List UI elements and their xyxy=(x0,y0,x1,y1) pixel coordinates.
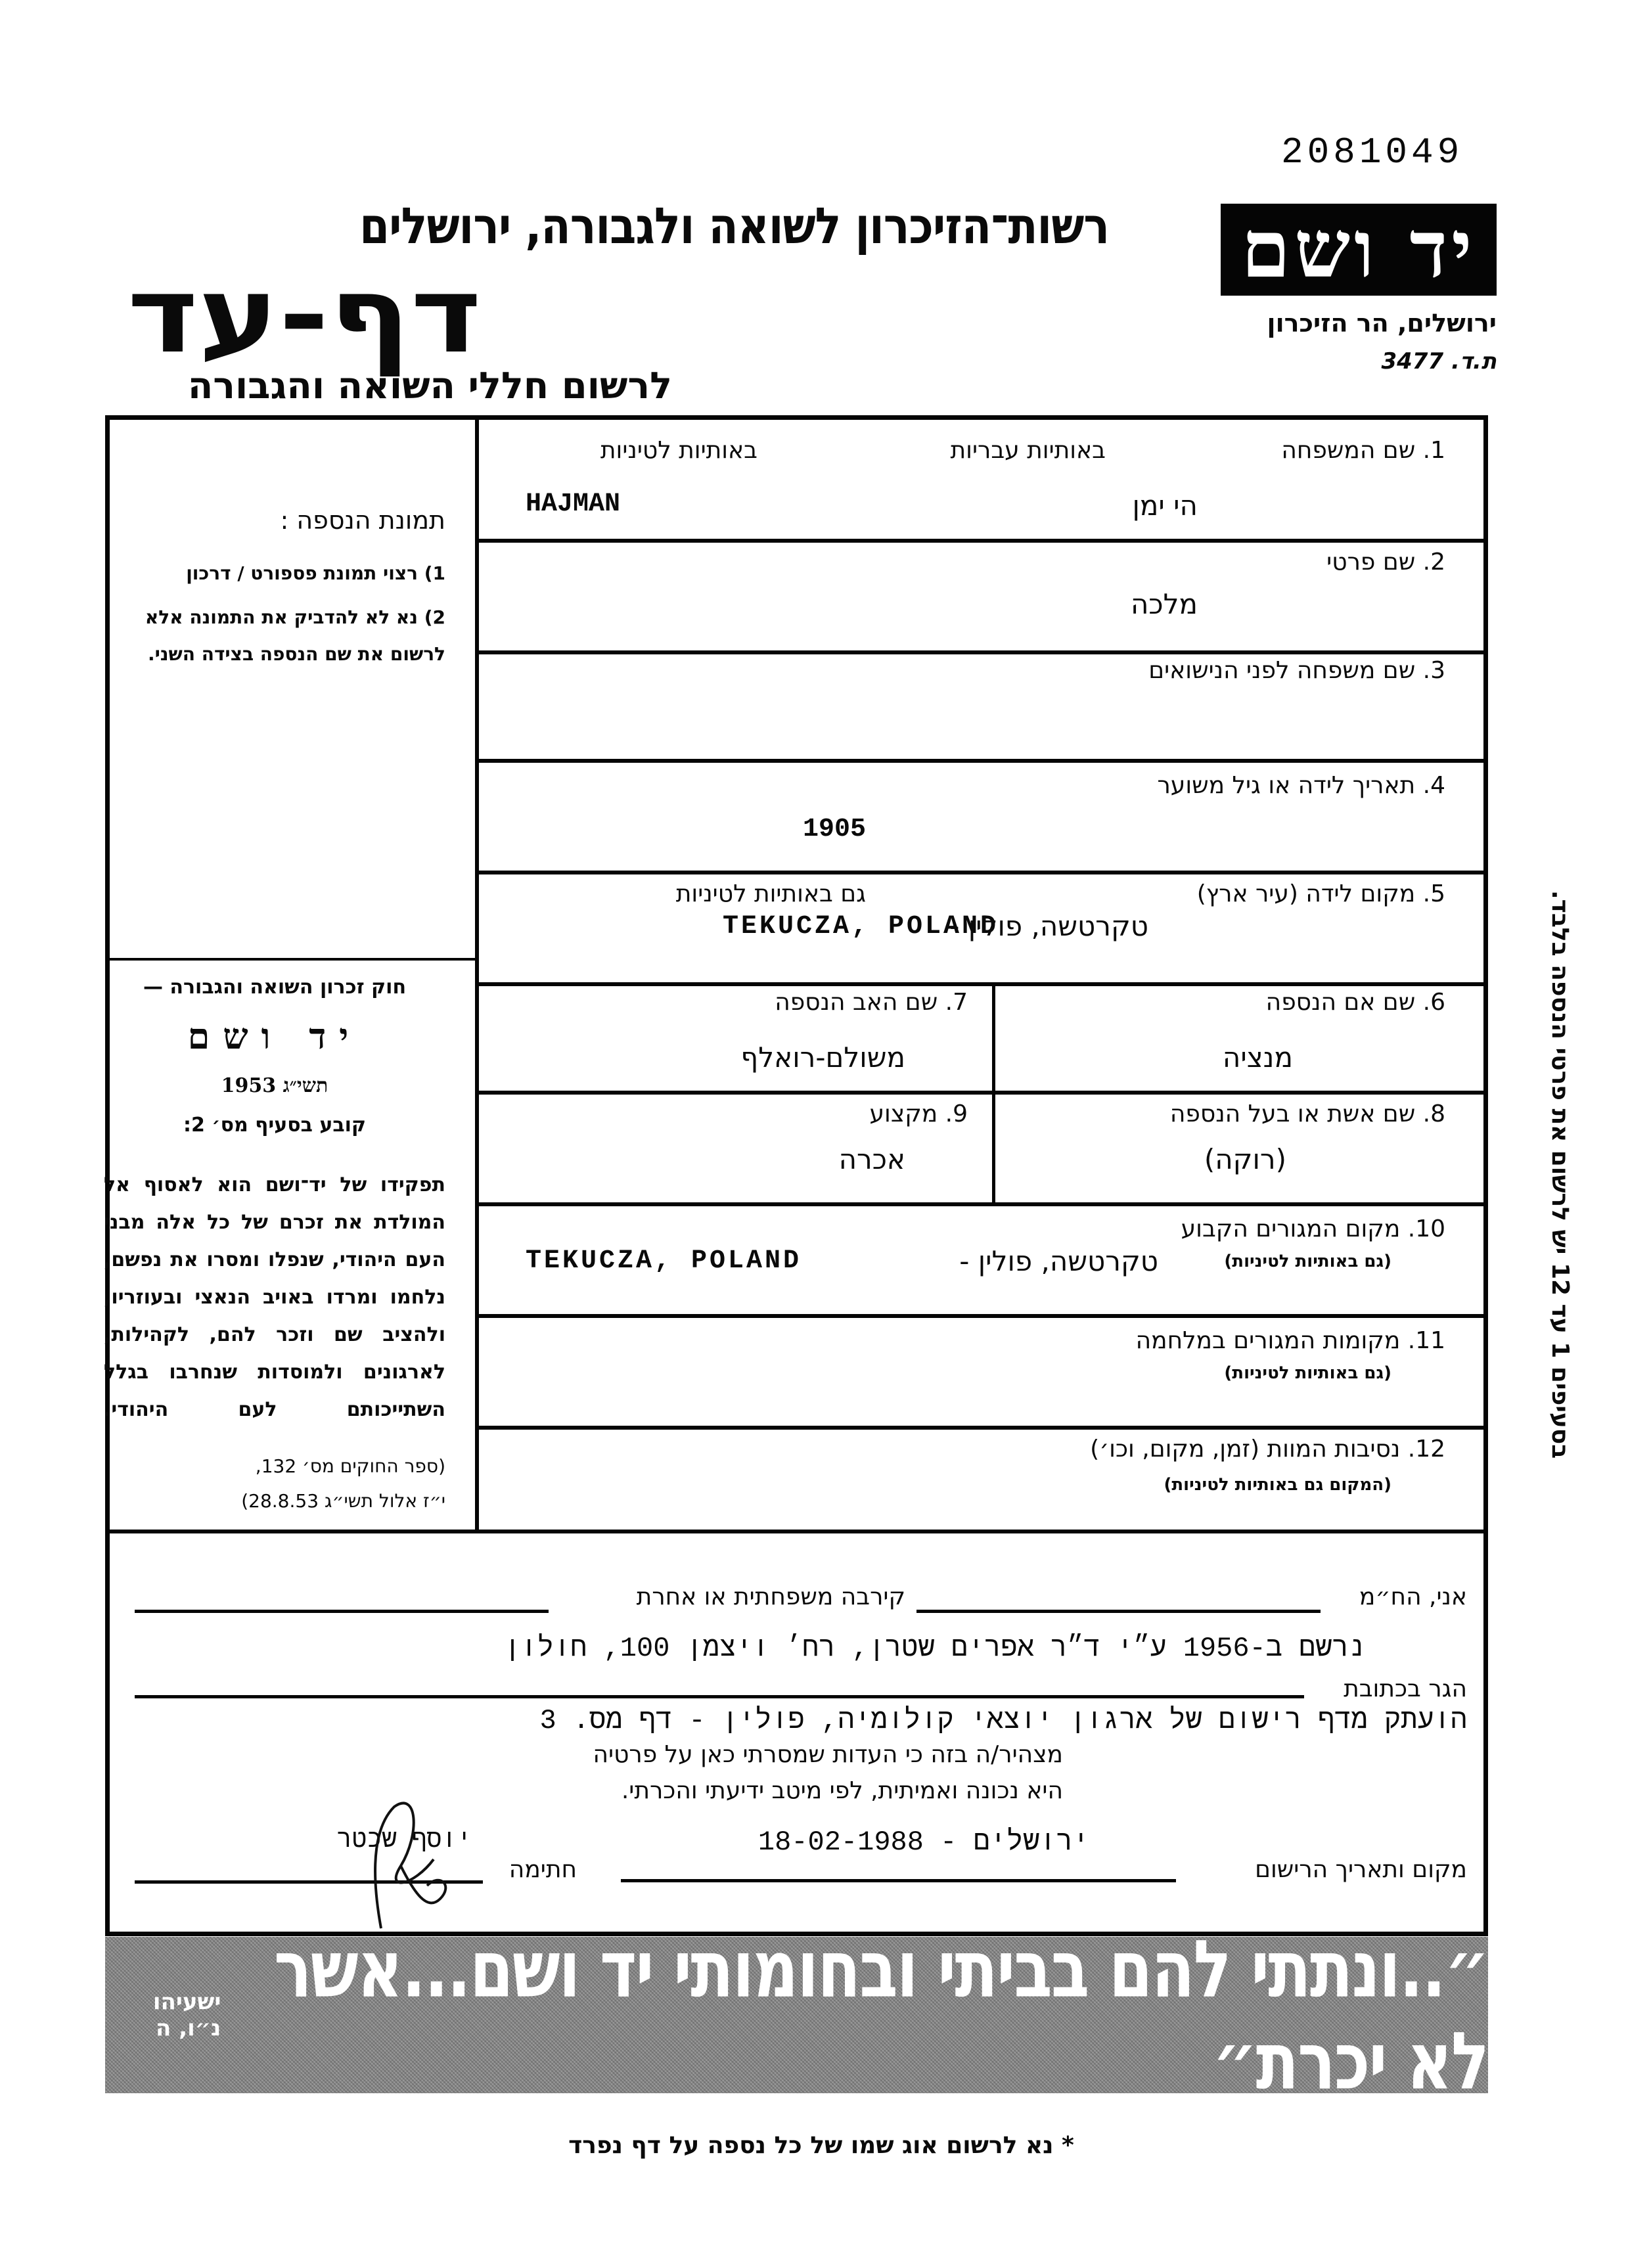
field-1-value-latin[interactable]: HAJMAN xyxy=(526,489,621,519)
left-column-divider xyxy=(475,415,479,1532)
field-6-value[interactable]: מנציה xyxy=(1222,1041,1293,1074)
field-12-label: 12. נסיבות המוות (זמן, מקום, וכו׳) xyxy=(1090,1436,1445,1463)
side-note: בסעיפים 1 עד 12 יש לרשום את פרטי הנספה בלבד. xyxy=(1547,890,1573,1459)
place-date-label: מקום ותאריך הרישום xyxy=(1255,1856,1467,1883)
field-2-label: 2. שם פרטי xyxy=(1326,549,1445,576)
field-10-value-latin[interactable]: TEKUCZA, POLAND xyxy=(526,1246,802,1276)
field-5-value-hebrew[interactable]: טקרטשה, פולין - xyxy=(949,910,1148,942)
signer-name: יוסף שכטר xyxy=(336,1826,472,1855)
footnote: * נא לרשום אוג שמו של כל נספה על דף נפרד xyxy=(568,2132,1074,2159)
statement-line-1: מצהיר/ה בזה כי העדות שמסרתי כאן על פרטיה xyxy=(593,1741,1063,1768)
field-1-value-hebrew[interactable]: הי ימן xyxy=(1132,489,1198,522)
signature-label: חתימה xyxy=(509,1856,577,1883)
logo-text: יד ושם xyxy=(1241,203,1476,296)
law-name xyxy=(104,1015,445,1057)
law-heading: חוק זכרון השואה והגבורה — xyxy=(143,976,407,999)
typed-line-2[interactable]: הועתק מדף רישום של ארגון יוצאי קולומיה, פולין - דף מס. 3 xyxy=(539,1705,1467,1736)
field-1-label: 1. שם המשפחה xyxy=(1281,437,1445,464)
field-2-value[interactable]: מלכה xyxy=(1130,588,1198,620)
field-1-col-hebrew: באותיות עבריות xyxy=(950,437,1106,464)
law-paragraph: תפקידו של יד־ושם הוא לאסוף אל המולדת את זכרם של כל אלה מבני העם היהודי, שנפלו ומסרו את נפשם, נלחמו ומרדו באויב הנאצי ובעוזריו, ולהציב שם וזכר להם, לקהילות, לארגונים ולמוסדות שנחרבו בגלל השתייכותם לעם היהודי. xyxy=(104,1173,445,1421)
divider-6 xyxy=(475,1091,1488,1095)
divider-7 xyxy=(475,1202,1488,1206)
divider-6-7 xyxy=(992,982,995,1094)
field-11-note: (גם באותיות לטיניות) xyxy=(1224,1363,1391,1383)
divider-2 xyxy=(475,650,1488,654)
field-1-col-latin: באותיות לטיניות xyxy=(600,437,757,464)
field-12-note: (המקום גם באותיות לטיניות) xyxy=(1164,1475,1391,1495)
field-10-note: (גם באותיות לטיניות) xyxy=(1224,1252,1391,1271)
law-citation-1: (ספר החוקים מס׳ 132, xyxy=(255,1455,445,1477)
field-4-label: 4. תאריך לידה או גיל משוער xyxy=(1157,772,1445,799)
left-panel-divider xyxy=(105,958,478,961)
field-8-value[interactable]: (רוקה) xyxy=(1204,1143,1286,1175)
divider-1 xyxy=(475,539,1488,543)
field-10-label: 10. מקום המגורים הקבוע xyxy=(1181,1215,1445,1242)
field-7-label: 7. שם האב הנספה xyxy=(775,989,968,1016)
field-7-value[interactable]: משולם-רואלף xyxy=(740,1041,905,1074)
divider-5 xyxy=(475,982,1488,986)
law-name-text: יד ושם xyxy=(187,1015,362,1057)
logo-pobox: ת.ד. 3477 xyxy=(1381,348,1497,374)
banner-quote: ״..ונתתי להם בביתי ובחומותי יד ושם...אשר לא יכרת״ xyxy=(273,1923,1488,2107)
address-label: הגר בכתובת xyxy=(1344,1675,1467,1702)
table-bottom-line xyxy=(105,1530,1488,1533)
declaration-i-label: אני, הח״מ xyxy=(1359,1583,1467,1610)
field-11-label: 11. מקומות המגורים במלחמה xyxy=(1135,1327,1445,1354)
divider-8-9 xyxy=(992,1091,995,1202)
address-underline[interactable] xyxy=(135,1695,1304,1698)
field-11-value[interactable] xyxy=(840,1380,1102,1413)
divider-8 xyxy=(475,1314,1488,1318)
page-title: דף-עד xyxy=(127,254,482,376)
quote-banner xyxy=(105,1923,1488,2107)
field-8-label: 8. שם אשת או בעל הנספה xyxy=(1169,1100,1445,1127)
photo-note-1: 1) רצוי תמונת פספורט / דרכון xyxy=(186,562,445,584)
photo-panel-title: תמונת הנספה : xyxy=(280,506,445,535)
field-5-note: גם באותיות לטיניות xyxy=(675,880,866,907)
form-number: 2081049 xyxy=(1281,131,1464,173)
field-3-value[interactable] xyxy=(935,703,1198,736)
field-10-value-hebrew[interactable]: טקרטשה, פולין - xyxy=(959,1245,1158,1277)
divider-4 xyxy=(475,871,1488,874)
divider-9 xyxy=(475,1426,1488,1430)
divider-3 xyxy=(475,759,1488,763)
banner-attribution: ישעיהו נ״ו, ה xyxy=(152,1989,221,2041)
yad-vashem-logo xyxy=(1221,204,1497,296)
photo-note-2: 2) נא לא להדביק את התמונה אלא לרשום את שם הנספה בצידה השני. xyxy=(145,606,445,665)
field-9-value[interactable]: אכרה xyxy=(838,1143,905,1175)
name-underline[interactable] xyxy=(916,1610,1321,1613)
field-3-label: 3. שם משפחה לפני הנישואים xyxy=(1148,657,1445,684)
place-date-value[interactable]: ירושלים - 18-02-1988 xyxy=(757,1826,1089,1858)
place-date-underline[interactable] xyxy=(621,1879,1176,1882)
law-section: קובע בסעיף מס׳ 2: xyxy=(183,1114,367,1137)
law-year: תשי״ג 1953 xyxy=(221,1074,328,1097)
authority-name: רשות־הזיכרון לשואה ולגבורה, ירושלים xyxy=(359,197,1109,256)
signature-icon xyxy=(355,1794,466,1932)
relation-underline[interactable] xyxy=(135,1610,549,1613)
field-12-value[interactable] xyxy=(774,1491,1037,1518)
field-6-label: 6. שם אם הנספה xyxy=(1265,989,1445,1016)
statement-line-2: היא נכונה ואמיתית, לפי מיטב ידיעתי והכרתי. xyxy=(621,1777,1063,1804)
field-9-label: 9. מקצוע xyxy=(869,1100,968,1127)
field-5-label: 5. מקום לידה (עיר ארץ) xyxy=(1196,880,1445,907)
relation-label: קירבה משפחתית או אחרת xyxy=(636,1583,905,1610)
typed-line-1[interactable]: נרשם ב-1956 ע״י ד״ר אפרים שטרן, רח׳ ויצמן 100, חולון xyxy=(504,1633,1365,1664)
law-citation-2: י״ז אלול תשי״ג 28.8.53) xyxy=(241,1490,445,1512)
logo-address: ירושלים, הר הזיכרון xyxy=(1267,309,1497,338)
field-5-value-latin[interactable]: TEKUCZA, POLAND xyxy=(723,912,999,941)
page-subtitle: לרשום חללי השואה והגבורה xyxy=(187,365,672,407)
field-4-value[interactable]: 1905 xyxy=(803,815,867,844)
